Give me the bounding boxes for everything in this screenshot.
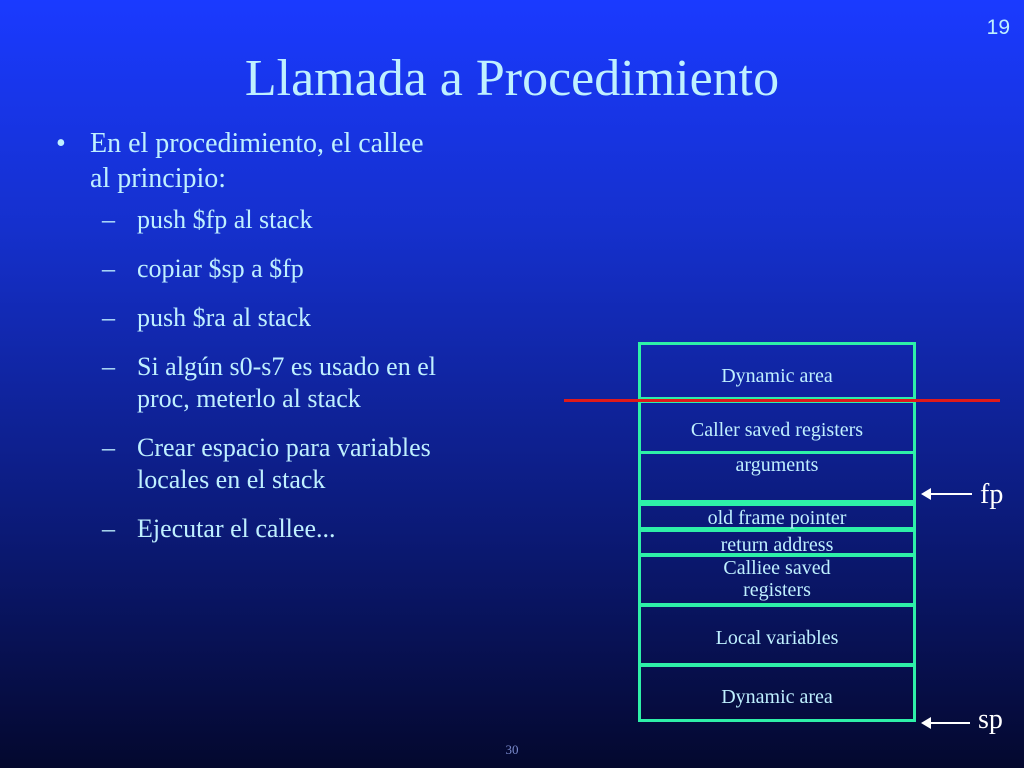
sub-item-push-ra: [102, 302, 576, 334]
sub-item-text-line-1: Crear espacio para variables: [137, 433, 431, 462]
sub-item-text: Ejecutar el callee...: [137, 514, 336, 543]
sp-arrow-head: [921, 717, 931, 729]
sub-list: [56, 204, 576, 545]
sub-item-copy-sp: [102, 253, 576, 285]
sub-item-text-line-1: Si algún s0-s7 es usado en el: [137, 352, 436, 381]
stack-label: return address: [720, 534, 834, 556]
stack-label-line-1: Calliee saved: [723, 557, 831, 579]
stack-label: Caller saved registers: [690, 419, 864, 441]
dash-mark: –: [102, 433, 115, 462]
stack-label: Local variables: [715, 627, 839, 649]
stack-callee-saved-registers: [638, 554, 916, 606]
sub-item-text: copiar $sp a $fp: [137, 254, 304, 283]
stack-old-frame-pointer: [638, 503, 916, 530]
stack-local-variables: [638, 604, 916, 666]
sp-label: sp: [978, 704, 1003, 735]
stack-label: Dynamic area: [721, 365, 833, 387]
stack-label-line-2: registers: [743, 579, 811, 601]
stack-return-address: [638, 529, 916, 556]
sub-item-push-fp: [102, 204, 576, 236]
slide-title: Llamada a Procedimiento: [244, 50, 780, 107]
sub-item-run-callee: [102, 513, 576, 545]
sub-item-text: push $ra al stack: [137, 303, 312, 332]
sub-item-local-space: [102, 432, 576, 496]
frame-divider-line: [564, 399, 1000, 402]
dash-mark: –: [102, 352, 115, 381]
sub-item-save-s-registers: [102, 351, 576, 415]
stack-label: arguments: [735, 454, 819, 476]
stack-label: Dynamic area: [721, 686, 833, 708]
stack-arguments: [638, 451, 916, 503]
fp-arrow-head: [921, 488, 931, 500]
sub-item-text-line-2: proc, meterlo al stack: [137, 384, 361, 413]
stack-label: old frame pointer: [707, 507, 847, 529]
dash-mark: –: [102, 303, 115, 332]
fp-arrow-line: [930, 493, 972, 495]
sub-item-text-line-2: locales en el stack: [137, 465, 326, 494]
dash-mark: –: [102, 514, 115, 543]
main-bullet: [56, 126, 576, 196]
footer-page-number: 30: [505, 742, 519, 757]
bullet-list: [56, 126, 576, 562]
slide-number: 19: [986, 16, 1010, 39]
stack-dynamic-area-top: [638, 342, 916, 400]
sp-arrow-line: [930, 722, 970, 724]
dash-mark: –: [102, 254, 115, 283]
bullet-line-2: al principio:: [90, 163, 227, 194]
bullet-mark: •: [56, 128, 66, 159]
bullet-line-1: En el procedimiento, el callee: [90, 128, 424, 159]
fp-label: fp: [980, 479, 1004, 510]
sub-item-text: push $fp al stack: [137, 205, 313, 234]
stack-caller-saved-registers: [638, 400, 916, 454]
stack-dynamic-area-bottom: [638, 664, 916, 722]
dash-mark: –: [102, 205, 115, 234]
